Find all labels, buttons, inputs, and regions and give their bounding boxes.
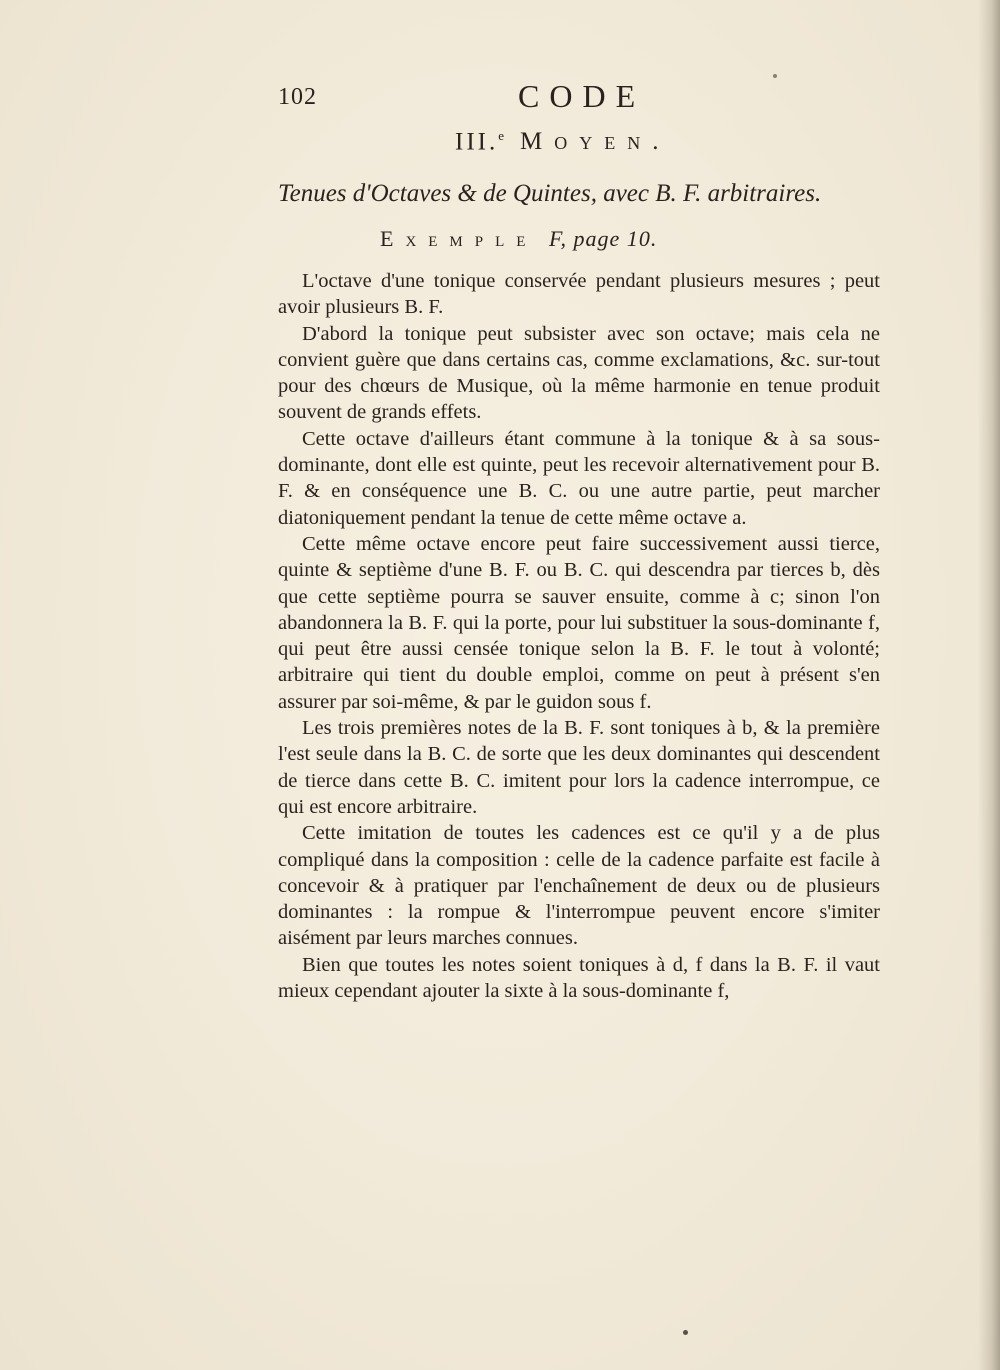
paragraph: D'abord la tonique peut subsister avec son octave; mais cela ne convient guère que dans certains cas, comme exclamations, &c. sur-tout pour des chœurs de Musique, où la même harmonie en tenue produit souvent de grands effets.: [278, 322, 880, 424]
page-edge-shadow: [978, 0, 1000, 1370]
body-text: [278, 268, 880, 1004]
page-number: 102: [278, 84, 317, 110]
paragraph: Bien que toutes les notes soient toniques à d, f dans la B. F. il vaut mieux cependant ajouter la sixte à la sous-dominante f,: [278, 953, 880, 1003]
section-number-superscript: e: [498, 128, 505, 143]
example-page-ref: F, page 10.: [548, 226, 658, 251]
running-title: CODE: [518, 78, 646, 114]
section-number: III.: [455, 128, 499, 156]
page-header: [278, 78, 878, 118]
section-subtitle: Tenues d'Octaves & de Quintes, avec B. F. arbitraires.: [278, 180, 822, 207]
example-reference: [380, 226, 657, 252]
paragraph: Cette même octave encore peut faire successivement aussi tierce, quinte & septième d'une B. F. ou B. C. qui descendra par tierces b, dès que cette septième pourra se sauver ensuite, comme à c; sinon l'on abandonnera la B. F. qui la porte, pour lui substituer la sous-dominante f, qui peut être aussi censée tonique selon la B. F. le tout à volonté; arbitraire qui tient du double emploi, comme on peut à présent s'en assurer par soi-même, & par le guidon sous f.: [278, 532, 880, 713]
paragraph: L'octave d'une tonique conservée pendant plusieurs mesures ; peut avoir plusieurs B. F.: [278, 270, 880, 319]
section-word: Moyen.: [520, 128, 671, 156]
paragraph: Les trois premières notes de la B. F. sont toniques à b, & la première l'est seule dans la B. C. de sorte que les deux dominantes qui descendent de tierce dans cette B. C. imitent pour lors la cadence interrompue, ce qui est encore arbitraire.: [278, 717, 880, 818]
example-word: Exemple: [380, 226, 538, 251]
paragraph: Cette octave d'ailleurs étant commune à la tonique & à sa sous-dominante, dont elle est quinte, peut les recevoir alternativement pour B. F. & en conséquence une B. C. ou une autre partie, peut marcher diatoniquement pendant la tenue de cette même octave a.: [278, 427, 880, 529]
paragraph: Cette imitation de toutes les cadences est ce qu'il y a de plus compliqué dans la composition : celle de la cadence parfaite est facile à concevoir & à pratiquer par l'enchaînement de deux ou de plusieurs dominantes : la rompue & l'interrompue peuvent encore s'imiter aisément par leurs marches connues.: [278, 822, 880, 950]
section-heading: [455, 128, 671, 156]
ink-speck: [773, 74, 777, 78]
ink-speck: [683, 1330, 688, 1335]
